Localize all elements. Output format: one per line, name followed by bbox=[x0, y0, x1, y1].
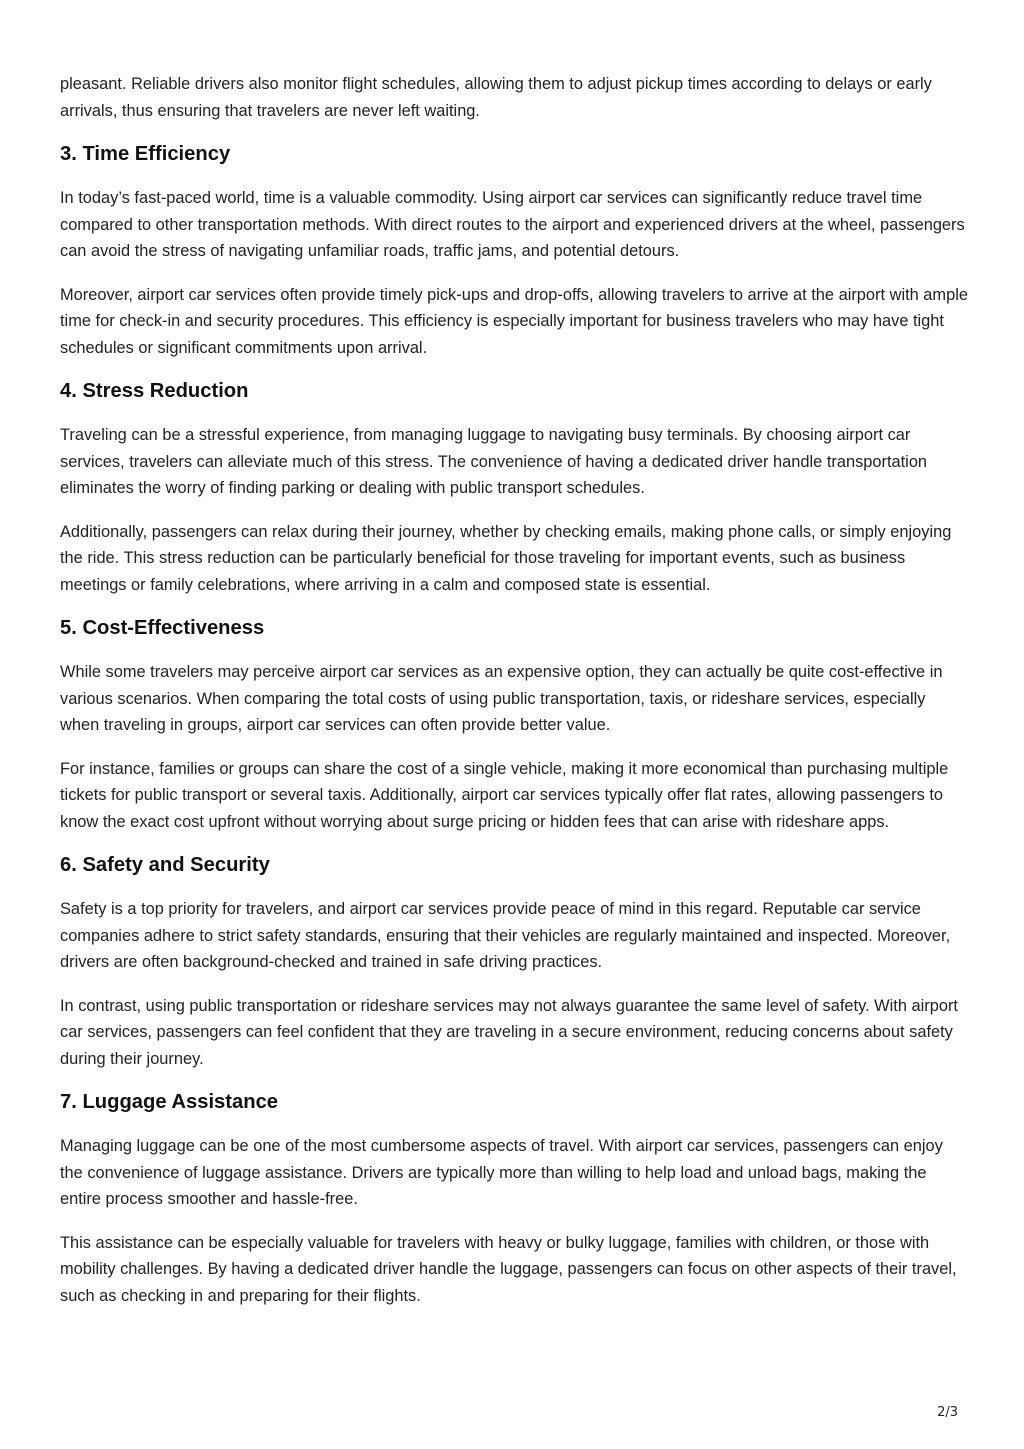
section-heading: 6. Safety and Security bbox=[60, 854, 270, 876]
section-paragraph: This assistance can be especially valuable for travelers with heavy or bulky luggage, families with children, or those with mobility challenges. By having a dedicated driver handle the luggage, passengers can focus on other aspects of their travel, such as checking in and preparing for their flights. bbox=[60, 1233, 957, 1305]
section-paragraph: Traveling can be a stressful experience, from managing luggage to navigating busy terminals. By choosing airport car services, travelers can alleviate much of this stress. The convenience of having a dedicated driver handle transportation eliminates the worry of finding parking or dealing with public transport schedules. bbox=[60, 426, 928, 497]
section-heading: 7. Luggage Assistance bbox=[60, 1091, 279, 1113]
section-stress-reduction bbox=[60, 378, 968, 598]
section-heading: 4. Stress Reduction bbox=[60, 380, 249, 402]
section-paragraph: Moreover, airport car services often provide timely pick-ups and drop-offs, allowing travelers to arrive at the airport with ample time for check-in and security procedures. This efficiency is especially important for business travelers who may have tight schedules or significant commitments upon arrival. bbox=[60, 285, 968, 357]
section-time-efficiency bbox=[60, 141, 968, 361]
section-paragraph: For instance, families or groups can share the cost of a single vehicle, making it more economical than purchasing multiple tickets for public transport or several taxis. Additionally, airport car services typically offer flat rates, allowing passengers to know the exact cost upfront without worrying about surge pricing or hidden fees that can arise with rideshare apps. bbox=[60, 759, 949, 831]
section-heading: 5. Cost-Effectiveness bbox=[60, 617, 265, 639]
document-page bbox=[60, 71, 968, 1326]
section-paragraph: Additionally, passengers can relax during their journey, whether by checking emails, making phone calls, or simply enjoying the ride. This stress reduction can be particularly beneficial for those traveling for important events, such as business meetings or family celebrations, where arriving in a calm and composed state is essential. bbox=[60, 522, 952, 594]
section-cost-effectiveness bbox=[60, 615, 968, 835]
section-safety-and-security bbox=[60, 852, 968, 1072]
section-paragraph: In contrast, using public transportation or rideshare services may not always guarantee the same level of safety. With airport car services, passengers can feel confident that they are traveling in a secure environment, reducing concerns about safety during their journey. bbox=[60, 996, 958, 1068]
section-heading: 3. Time Efficiency bbox=[60, 143, 231, 165]
section-paragraph: Safety is a top priority for travelers, and airport car services provide peace of mind in this regard. Reputable car service companies adhere to strict safety standards, ensuring that their vehicles are regularly maintained and inspected. Moreover, drivers are often background-checked and trained in safe driving practices. bbox=[60, 900, 951, 971]
intro-paragraph: pleasant. Reliable drivers also monitor flight schedules, allowing them to adjust pickup times according to delays or early arrivals, thus ensuring that travelers are never left waiting. bbox=[60, 75, 932, 120]
section-paragraph: While some travelers may perceive airport car services as an expensive option, they can actually be quite cost-effective in various scenarios. When comparing the total costs of using public transportation, taxis, or rideshare services, especially when traveling in groups, airport car services can often provide better value. bbox=[60, 663, 943, 734]
section-paragraph: In today’s fast-paced world, time is a valuable commodity. Using airport car services can significantly reduce travel time compared to other transportation methods. With direct routes to the airport and experienced drivers at the wheel, passengers can avoid the stress of navigating unfamiliar roads, traffic jams, and potential detours. bbox=[60, 189, 965, 260]
section-luggage-assistance bbox=[60, 1089, 968, 1309]
page-number: 2/3 bbox=[937, 1405, 958, 1420]
section-paragraph: Managing luggage can be one of the most cumbersome aspects of travel. With airport car services, passengers can enjoy the convenience of luggage assistance. Drivers are typically more than willing to help load and unload bags, making the entire process smoother and hassle-free. bbox=[60, 1137, 943, 1208]
